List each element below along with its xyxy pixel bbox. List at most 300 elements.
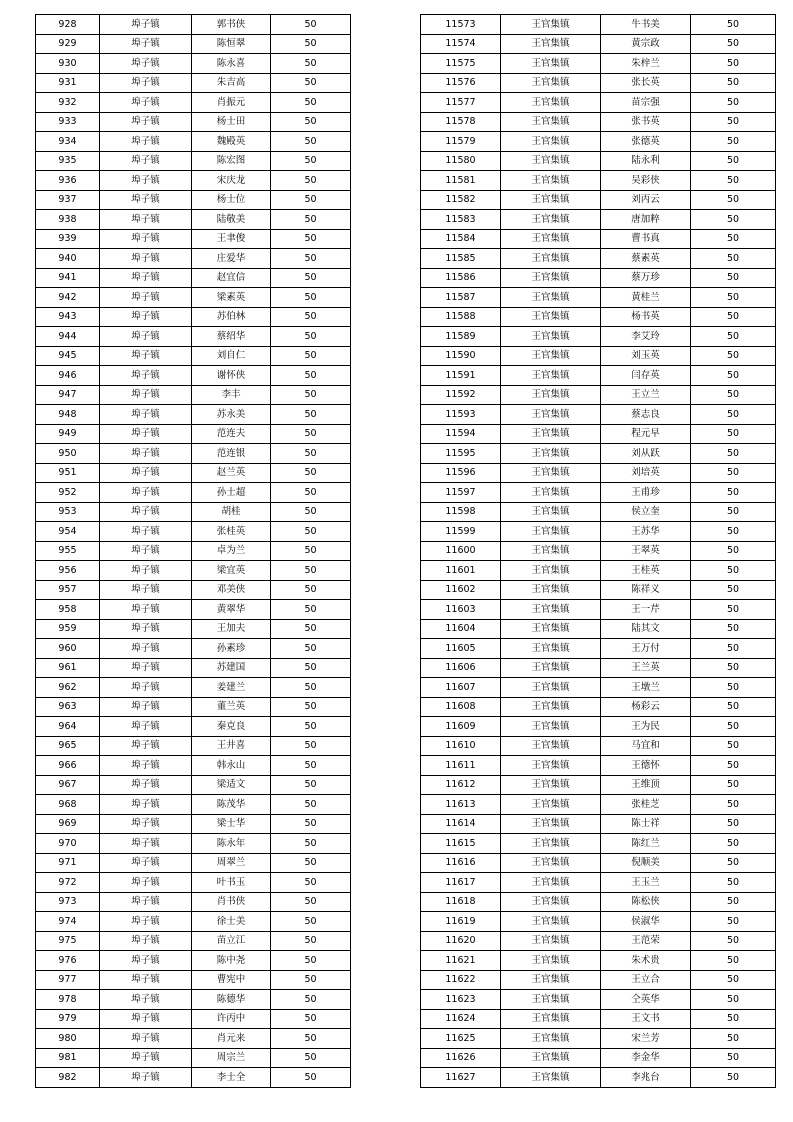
- row-number-cell: 11611: [421, 756, 501, 776]
- table-row: [36, 717, 351, 737]
- name-cell: 杨书英: [601, 307, 691, 327]
- town-cell: 埠子镇: [100, 717, 192, 737]
- amount-cell: 50: [271, 678, 351, 698]
- amount-cell: 50: [271, 229, 351, 249]
- name-cell: 王兰英: [601, 658, 691, 678]
- table-row: [36, 561, 351, 581]
- name-cell: 梁宜英: [192, 561, 271, 581]
- row-number-cell: 964: [36, 717, 100, 737]
- table-row: [421, 1048, 776, 1068]
- town-cell: 埠子镇: [100, 795, 192, 815]
- table-row: [421, 34, 776, 54]
- amount-cell: 50: [691, 405, 776, 425]
- name-cell: 李兆台: [601, 1068, 691, 1088]
- table-row: [36, 834, 351, 854]
- row-number-cell: 11590: [421, 346, 501, 366]
- amount-cell: 50: [691, 853, 776, 873]
- amount-cell: 50: [691, 249, 776, 269]
- row-number-cell: 943: [36, 307, 100, 327]
- name-cell: 叶书玉: [192, 873, 271, 893]
- town-cell: 埠子镇: [100, 931, 192, 951]
- town-cell: 埠子镇: [100, 151, 192, 171]
- name-cell: 王玉兰: [601, 873, 691, 893]
- amount-cell: 50: [271, 327, 351, 347]
- table-row: [421, 93, 776, 113]
- town-cell: 埠子镇: [100, 502, 192, 522]
- amount-cell: 50: [271, 775, 351, 795]
- town-cell: 王官集镇: [501, 522, 601, 542]
- amount-cell: 50: [691, 151, 776, 171]
- town-cell: 埠子镇: [100, 853, 192, 873]
- amount-cell: 50: [691, 697, 776, 717]
- town-cell: 王官集镇: [501, 346, 601, 366]
- amount-cell: 50: [271, 483, 351, 503]
- table-row: [421, 171, 776, 191]
- name-cell: 王翠英: [601, 541, 691, 561]
- amount-cell: 50: [691, 795, 776, 815]
- amount-cell: 50: [271, 268, 351, 288]
- name-cell: 王聿俊: [192, 229, 271, 249]
- town-cell: 王官集镇: [501, 892, 601, 912]
- town-cell: 王官集镇: [501, 834, 601, 854]
- name-cell: 王维顶: [601, 775, 691, 795]
- name-cell: 孙士超: [192, 483, 271, 503]
- town-cell: 埠子镇: [100, 327, 192, 347]
- amount-cell: 50: [691, 1048, 776, 1068]
- amount-cell: 50: [271, 756, 351, 776]
- table-row: [421, 1068, 776, 1088]
- town-cell: 埠子镇: [100, 736, 192, 756]
- row-number-cell: 973: [36, 892, 100, 912]
- row-number-cell: 11593: [421, 405, 501, 425]
- table-row: [421, 483, 776, 503]
- name-cell: 王苏华: [601, 522, 691, 542]
- name-cell: 苏永美: [192, 405, 271, 425]
- name-cell: 苏建国: [192, 658, 271, 678]
- table-row: [36, 385, 351, 405]
- amount-cell: 50: [271, 346, 351, 366]
- row-number-cell: 11588: [421, 307, 501, 327]
- row-number-cell: 952: [36, 483, 100, 503]
- town-cell: 王官集镇: [501, 970, 601, 990]
- table-row: [421, 385, 776, 405]
- table-row: [36, 112, 351, 132]
- table-row: [421, 561, 776, 581]
- name-cell: 陈永年: [192, 834, 271, 854]
- amount-cell: 50: [691, 132, 776, 152]
- row-number-cell: 11594: [421, 424, 501, 444]
- row-number-cell: 928: [36, 15, 100, 35]
- name-cell: 黄桂兰: [601, 288, 691, 308]
- amount-cell: 50: [691, 541, 776, 561]
- row-number-cell: 11627: [421, 1068, 501, 1088]
- town-cell: 王官集镇: [501, 853, 601, 873]
- table-row: [36, 912, 351, 932]
- amount-cell: 50: [691, 990, 776, 1010]
- amount-cell: 50: [691, 34, 776, 54]
- town-cell: 王官集镇: [501, 288, 601, 308]
- name-cell: 李艾玲: [601, 327, 691, 347]
- amount-cell: 50: [691, 327, 776, 347]
- row-number-cell: 940: [36, 249, 100, 269]
- table-row: [421, 619, 776, 639]
- town-cell: 王官集镇: [501, 814, 601, 834]
- town-cell: 埠子镇: [100, 93, 192, 113]
- table-row: [421, 970, 776, 990]
- name-cell: 王为民: [601, 717, 691, 737]
- amount-cell: 50: [691, 912, 776, 932]
- row-number-cell: 11575: [421, 54, 501, 74]
- name-cell: 胡桂: [192, 502, 271, 522]
- amount-cell: 50: [271, 736, 351, 756]
- name-cell: 陈永喜: [192, 54, 271, 74]
- row-number-cell: 941: [36, 268, 100, 288]
- town-cell: 埠子镇: [100, 171, 192, 191]
- amount-cell: 50: [271, 249, 351, 269]
- town-cell: 埠子镇: [100, 366, 192, 386]
- amount-cell: 50: [271, 54, 351, 74]
- name-cell: 陈士祥: [601, 814, 691, 834]
- town-cell: 埠子镇: [100, 73, 192, 93]
- amount-cell: 50: [691, 346, 776, 366]
- town-cell: 王官集镇: [501, 951, 601, 971]
- town-cell: 埠子镇: [100, 190, 192, 210]
- name-cell: 朱术贵: [601, 951, 691, 971]
- left-table-body: [36, 15, 351, 1088]
- table-row: [421, 600, 776, 620]
- table-row: [421, 151, 776, 171]
- name-cell: 赵宜信: [192, 268, 271, 288]
- amount-cell: 50: [691, 444, 776, 464]
- town-cell: 王官集镇: [501, 580, 601, 600]
- town-cell: 王官集镇: [501, 502, 601, 522]
- town-cell: 王官集镇: [501, 385, 601, 405]
- row-number-cell: 982: [36, 1068, 100, 1088]
- table-row: [421, 249, 776, 269]
- row-number-cell: 11612: [421, 775, 501, 795]
- town-cell: 王官集镇: [501, 171, 601, 191]
- amount-cell: 50: [271, 522, 351, 542]
- name-cell: 魏殿英: [192, 132, 271, 152]
- table-row: [421, 366, 776, 386]
- amount-cell: 50: [271, 444, 351, 464]
- name-cell: 黄翠华: [192, 600, 271, 620]
- town-cell: 埠子镇: [100, 34, 192, 54]
- amount-cell: 50: [691, 229, 776, 249]
- town-cell: 埠子镇: [100, 346, 192, 366]
- table-row: [36, 15, 351, 35]
- table-row: [421, 405, 776, 425]
- amount-cell: 50: [271, 795, 351, 815]
- name-cell: 张德英: [601, 132, 691, 152]
- row-number-cell: 963: [36, 697, 100, 717]
- town-cell: 埠子镇: [100, 619, 192, 639]
- name-cell: 卓为兰: [192, 541, 271, 561]
- amount-cell: 50: [691, 834, 776, 854]
- table-row: [421, 951, 776, 971]
- town-cell: 王官集镇: [501, 756, 601, 776]
- town-cell: 王官集镇: [501, 483, 601, 503]
- table-row: [36, 775, 351, 795]
- table-row: [36, 34, 351, 54]
- town-cell: 王官集镇: [501, 444, 601, 464]
- town-cell: 埠子镇: [100, 112, 192, 132]
- town-cell: 王官集镇: [501, 366, 601, 386]
- town-cell: 王官集镇: [501, 112, 601, 132]
- row-number-cell: 11582: [421, 190, 501, 210]
- name-cell: 王立合: [601, 970, 691, 990]
- right-roster-table: [420, 14, 776, 1088]
- amount-cell: 50: [271, 1048, 351, 1068]
- table-row: [421, 307, 776, 327]
- name-cell: 侯淑华: [601, 912, 691, 932]
- name-cell: 赵兰英: [192, 463, 271, 483]
- amount-cell: 50: [691, 639, 776, 659]
- row-number-cell: 977: [36, 970, 100, 990]
- amount-cell: 50: [691, 658, 776, 678]
- table-row: [36, 73, 351, 93]
- table-row: [421, 210, 776, 230]
- name-cell: 刘从跃: [601, 444, 691, 464]
- amount-cell: 50: [271, 834, 351, 854]
- amount-cell: 50: [691, 424, 776, 444]
- row-number-cell: 11602: [421, 580, 501, 600]
- amount-cell: 50: [691, 307, 776, 327]
- row-number-cell: 974: [36, 912, 100, 932]
- town-cell: 埠子镇: [100, 1029, 192, 1049]
- amount-cell: 50: [271, 814, 351, 834]
- row-number-cell: 947: [36, 385, 100, 405]
- row-number-cell: 11574: [421, 34, 501, 54]
- amount-cell: 50: [691, 1029, 776, 1049]
- table-row: [421, 190, 776, 210]
- table-row: [36, 678, 351, 698]
- amount-cell: 50: [691, 73, 776, 93]
- amount-cell: 50: [691, 951, 776, 971]
- amount-cell: 50: [271, 541, 351, 561]
- town-cell: 王官集镇: [501, 931, 601, 951]
- town-cell: 埠子镇: [100, 951, 192, 971]
- name-cell: 陈茂华: [192, 795, 271, 815]
- amount-cell: 50: [271, 697, 351, 717]
- amount-cell: 50: [691, 54, 776, 74]
- amount-cell: 50: [691, 931, 776, 951]
- name-cell: 刘培英: [601, 463, 691, 483]
- amount-cell: 50: [691, 678, 776, 698]
- table-row: [421, 1009, 776, 1029]
- town-cell: 王官集镇: [501, 990, 601, 1010]
- town-cell: 王官集镇: [501, 327, 601, 347]
- name-cell: 苗立江: [192, 931, 271, 951]
- table-row: [36, 1009, 351, 1029]
- town-cell: 王官集镇: [501, 405, 601, 425]
- row-number-cell: 980: [36, 1029, 100, 1049]
- amount-cell: 50: [691, 366, 776, 386]
- name-cell: 刘自仁: [192, 346, 271, 366]
- town-cell: 王官集镇: [501, 561, 601, 581]
- town-cell: 王官集镇: [501, 912, 601, 932]
- row-number-cell: 11610: [421, 736, 501, 756]
- table-row: [36, 1068, 351, 1088]
- table-row: [36, 268, 351, 288]
- name-cell: 范连夫: [192, 424, 271, 444]
- row-number-cell: 11620: [421, 931, 501, 951]
- amount-cell: 50: [691, 268, 776, 288]
- amount-cell: 50: [271, 73, 351, 93]
- amount-cell: 50: [271, 600, 351, 620]
- table-row: [421, 892, 776, 912]
- amount-cell: 50: [691, 112, 776, 132]
- row-number-cell: 979: [36, 1009, 100, 1029]
- amount-cell: 50: [691, 873, 776, 893]
- name-cell: 姜建兰: [192, 678, 271, 698]
- row-number-cell: 971: [36, 853, 100, 873]
- table-row: [36, 658, 351, 678]
- name-cell: 许丙中: [192, 1009, 271, 1029]
- name-cell: 李丰: [192, 385, 271, 405]
- name-cell: 苗宗强: [601, 93, 691, 113]
- name-cell: 董兰英: [192, 697, 271, 717]
- name-cell: 秦克良: [192, 717, 271, 737]
- name-cell: 唐加粹: [601, 210, 691, 230]
- amount-cell: 50: [271, 405, 351, 425]
- amount-cell: 50: [271, 424, 351, 444]
- table-row: [36, 951, 351, 971]
- name-cell: 宋兰芳: [601, 1029, 691, 1049]
- name-cell: 王范荣: [601, 931, 691, 951]
- row-number-cell: 929: [36, 34, 100, 54]
- name-cell: 陆敬美: [192, 210, 271, 230]
- row-number-cell: 11605: [421, 639, 501, 659]
- town-cell: 埠子镇: [100, 561, 192, 581]
- amount-cell: 50: [691, 970, 776, 990]
- amount-cell: 50: [271, 151, 351, 171]
- name-cell: 侯立奎: [601, 502, 691, 522]
- town-cell: 王官集镇: [501, 132, 601, 152]
- town-cell: 埠子镇: [100, 268, 192, 288]
- name-cell: 吴彩侠: [601, 171, 691, 191]
- name-cell: 陈德华: [192, 990, 271, 1010]
- table-row: [36, 892, 351, 912]
- town-cell: 埠子镇: [100, 697, 192, 717]
- town-cell: 王官集镇: [501, 619, 601, 639]
- row-number-cell: 948: [36, 405, 100, 425]
- row-number-cell: 968: [36, 795, 100, 815]
- table-row: [421, 229, 776, 249]
- row-number-cell: 945: [36, 346, 100, 366]
- row-number-cell: 936: [36, 171, 100, 191]
- row-number-cell: 935: [36, 151, 100, 171]
- row-number-cell: 11576: [421, 73, 501, 93]
- row-number-cell: 11577: [421, 93, 501, 113]
- town-cell: 王官集镇: [501, 795, 601, 815]
- amount-cell: 50: [691, 210, 776, 230]
- row-number-cell: 11607: [421, 678, 501, 698]
- row-number-cell: 932: [36, 93, 100, 113]
- name-cell: 王一芹: [601, 600, 691, 620]
- town-cell: 埠子镇: [100, 522, 192, 542]
- town-cell: 埠子镇: [100, 756, 192, 776]
- amount-cell: 50: [271, 307, 351, 327]
- town-cell: 王官集镇: [501, 873, 601, 893]
- amount-cell: 50: [271, 1009, 351, 1029]
- town-cell: 埠子镇: [100, 54, 192, 74]
- row-number-cell: 959: [36, 619, 100, 639]
- town-cell: 埠子镇: [100, 405, 192, 425]
- table-row: [36, 600, 351, 620]
- name-cell: 王德怀: [601, 756, 691, 776]
- amount-cell: 50: [691, 385, 776, 405]
- amount-cell: 50: [271, 210, 351, 230]
- table-row: [421, 112, 776, 132]
- name-cell: 陆其文: [601, 619, 691, 639]
- table-row: [421, 736, 776, 756]
- row-number-cell: 11596: [421, 463, 501, 483]
- town-cell: 埠子镇: [100, 483, 192, 503]
- left-roster-table: [35, 14, 351, 1088]
- table-row: [421, 756, 776, 776]
- table-row: [36, 151, 351, 171]
- table-row: [36, 366, 351, 386]
- name-cell: 孙素珍: [192, 639, 271, 659]
- name-cell: 倪顺美: [601, 853, 691, 873]
- town-cell: 埠子镇: [100, 249, 192, 269]
- row-number-cell: 966: [36, 756, 100, 776]
- row-number-cell: 11625: [421, 1029, 501, 1049]
- table-row: [36, 1029, 351, 1049]
- town-cell: 埠子镇: [100, 463, 192, 483]
- table-row: [421, 424, 776, 444]
- row-number-cell: 11591: [421, 366, 501, 386]
- name-cell: 陈中尧: [192, 951, 271, 971]
- table-row: [421, 912, 776, 932]
- town-cell: 王官集镇: [501, 541, 601, 561]
- name-cell: 邓美侠: [192, 580, 271, 600]
- row-number-cell: 11589: [421, 327, 501, 347]
- town-cell: 埠子镇: [100, 892, 192, 912]
- town-cell: 王官集镇: [501, 1048, 601, 1068]
- name-cell: 王桂英: [601, 561, 691, 581]
- town-cell: 埠子镇: [100, 990, 192, 1010]
- row-number-cell: 11616: [421, 853, 501, 873]
- amount-cell: 50: [271, 1029, 351, 1049]
- row-number-cell: 11573: [421, 15, 501, 35]
- table-row: [36, 990, 351, 1010]
- row-number-cell: 933: [36, 112, 100, 132]
- table-row: [421, 814, 776, 834]
- row-number-cell: 11597: [421, 483, 501, 503]
- table-row: [36, 697, 351, 717]
- row-number-cell: 969: [36, 814, 100, 834]
- town-cell: 王官集镇: [501, 463, 601, 483]
- row-number-cell: 930: [36, 54, 100, 74]
- table-row: [421, 327, 776, 347]
- name-cell: 庄爱华: [192, 249, 271, 269]
- table-row: [36, 463, 351, 483]
- town-cell: 埠子镇: [100, 288, 192, 308]
- amount-cell: 50: [271, 385, 351, 405]
- name-cell: 朱梓兰: [601, 54, 691, 74]
- row-number-cell: 975: [36, 931, 100, 951]
- table-row: [36, 756, 351, 776]
- amount-cell: 50: [271, 892, 351, 912]
- amount-cell: 50: [271, 463, 351, 483]
- table-row: [421, 658, 776, 678]
- name-cell: 范连银: [192, 444, 271, 464]
- amount-cell: 50: [691, 93, 776, 113]
- name-cell: 闫存英: [601, 366, 691, 386]
- table-row: [421, 775, 776, 795]
